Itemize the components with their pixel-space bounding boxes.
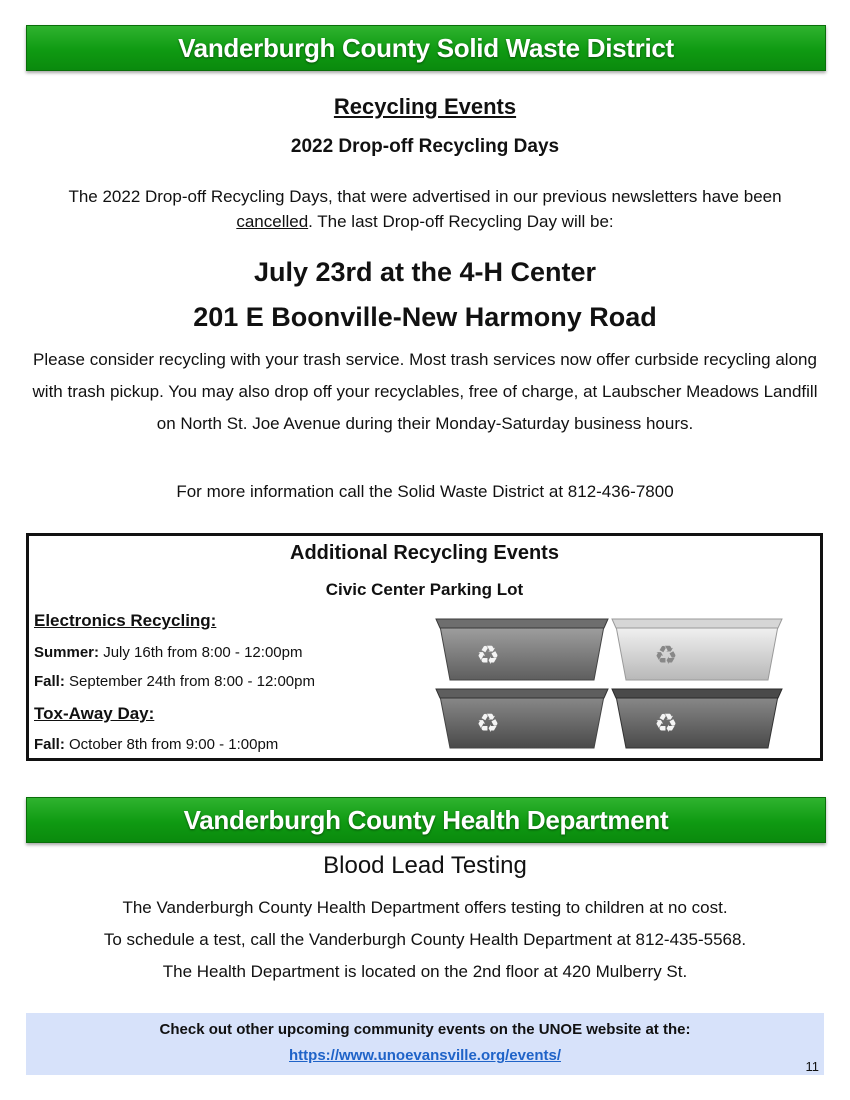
bin-top-right [612, 619, 782, 680]
summer-text: July 16th from 8:00 - 12:00pm [99, 644, 303, 661]
svg-text:♻: ♻ [654, 641, 678, 671]
cancellation-text-a: The 2022 Drop-off Recycling Days, that were advertised in our previous newsletters have been [68, 187, 782, 206]
additional-events-box [26, 533, 823, 761]
recycling-bins-icon [434, 614, 784, 754]
fall-text: September 24th from 8:00 - 12:00pm [64, 673, 315, 690]
unoe-events-link[interactable]: https://www.unoevansville.org/events/ [289, 1047, 561, 1064]
cancellation-text-b: . The last Drop-off Recycling Day will be: [308, 212, 614, 231]
cancelled-word: cancelled [236, 212, 309, 231]
bin-top-left [436, 619, 608, 680]
fall-label: Fall: [34, 673, 65, 690]
event-date-line: July 23rd at the 4-H Center [253, 257, 597, 287]
additional-events-title: Additional Recycling Events [290, 542, 559, 564]
cancellation-paragraph [40, 184, 810, 234]
blood-lead-testing-heading: Blood Lead Testing [323, 852, 527, 879]
svg-text:♻: ♻ [476, 641, 500, 671]
solid-waste-banner-title: Vanderburgh County Solid Waste District [178, 33, 674, 63]
fall2-text: October 8th from 9:00 - 1:00pm [64, 736, 279, 753]
recycling-events-title: Recycling Events [333, 94, 517, 119]
svg-text:♻: ♻ [654, 709, 678, 739]
civic-center-location: Civic Center Parking Lot [325, 580, 524, 599]
health-line-1: The Vanderburgh County Health Department offers testing to children at no cost. [122, 898, 728, 917]
page-number: 11 [805, 1059, 819, 1074]
summer-event-line [34, 644, 302, 661]
event-address-line: 201 E Boonville-New Harmony Road [193, 302, 657, 332]
community-events-footer [26, 1013, 824, 1075]
svg-text:♻: ♻ [476, 709, 500, 739]
health-line-3: The Health Department is located on the 2nd floor at 420 Mulberry St. [162, 962, 688, 981]
health-department-banner [26, 797, 826, 843]
curbside-paragraph: Please consider recycling with your trash service. Most trash services now offer curbside recycling along with trash pickup. You may also drop off your recyclables, free of charge, at Laubscher Meadows Landfill on North St. Joe Avenue during their Monday-Saturday business hours. [32, 350, 818, 433]
health-line-2: To schedule a test, call the Vanderburgh County Health Department at 812-435-5568. [103, 930, 747, 949]
solid-waste-banner [26, 25, 826, 71]
bin-bottom-right [612, 689, 782, 748]
bin-bottom-left [436, 689, 608, 748]
footer-text: Check out other upcoming community events on the UNOE website at the: [159, 1021, 691, 1038]
fall2-label: Fall: [34, 736, 65, 753]
tox-away-heading: Tox-Away Day: [34, 704, 155, 723]
health-paragraph [0, 892, 850, 988]
health-banner-title: Vanderburgh County Health Department [183, 805, 669, 835]
drop-off-days-subtitle: 2022 Drop-off Recycling Days [290, 136, 560, 157]
contact-info-line: For more information call the Solid Waste District at 812-436-7800 [176, 482, 674, 501]
fall-event-line [34, 673, 315, 690]
tox-away-event-line [34, 736, 278, 753]
summer-label: Summer: [34, 644, 100, 661]
electronics-recycling-heading: Electronics Recycling: [34, 611, 217, 630]
